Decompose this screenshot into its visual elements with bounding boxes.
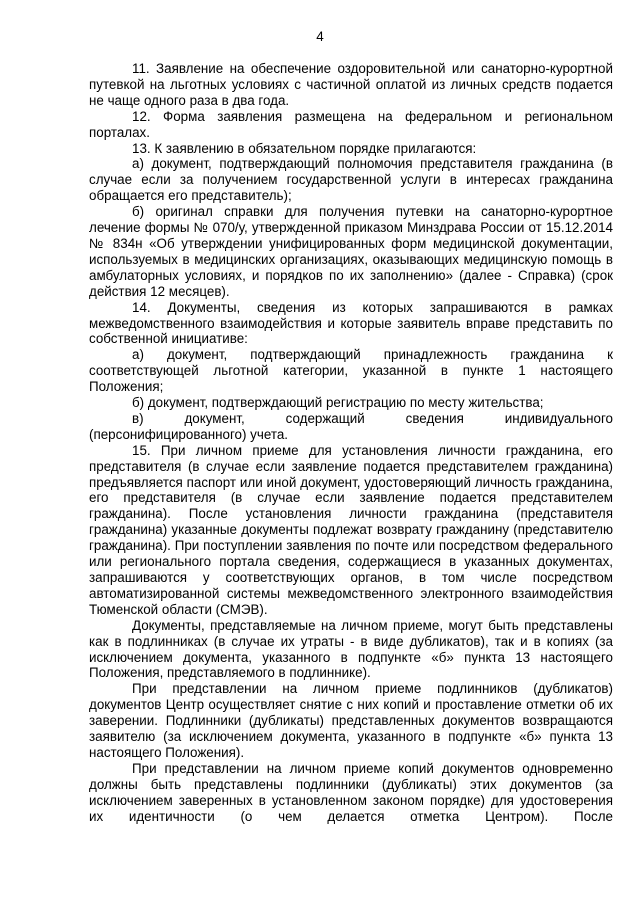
paragraph-15: 15. При личном приеме для установления личности гражданина, его представителя (в случае если заявление подается представителем гражданина) предъявляется паспорт или иной документ, удостоверяющий личность гражданина, его представителя (в случае если заявление подается представителем гражданина). После установления личности гражданина (представителя гражданина) указанные документы подлежат возврату гражданину (представителю гражданина). При поступлении заявления по почте или посредством федерального или регионального портала сведения, содержащиеся в указанных документах, запрашиваются у соответствующих органов, в том числе посредством автоматизированной системы межведомственного электронного взаимодействия Тюменской области (СМЭВ). — [89, 442, 613, 617]
document-body — [89, 61, 613, 825]
paragraph-11: 11. Заявление на обеспечение оздоровительной или санаторно-курортной путевкой на льготных условиях с частичной оплатой из личных средств подается не чаще одного раза в два года. — [89, 61, 613, 108]
paragraph-14-b: б) документ, подтверждающий регистрацию по месту жительства; — [132, 395, 544, 411]
paragraph-13-a: а) документ, подтверждающий полномочия представителя гражданина (в случае если за получением государственной услуги в интересах гражданина обращается его представитель); — [89, 156, 613, 204]
paragraph-14-v: в) документ, содержащий сведения индивидуального (персонифицированного) учета. — [89, 410, 613, 442]
paragraph-15-originals: При представлении на личном приеме подлинников (дубликатов) документов Центр осуществляет снятие с них копий и проставление отметки об их заверении. Подлинники (дубликаты) представленных документов возвращаются заявителю (за исключением документа, указанного в подпункте «б» пункта 13 настоящего Положения). — [89, 681, 613, 760]
paragraph-15-documents: Документы, представляемые на личном приеме, могут быть представлены как в подлинниках (в случае их утраты - в виде дубликатов), так и в копиях (за исключением документа, указанного в подпункте «б» пункта 13 настоящего Положения, представляемого в подлиннике). — [89, 617, 613, 681]
paragraph-13-b: б) оригинал справки для получения путевки на санаторно-курортное лечение формы № 070/у, утвержденной приказом Минздрава России от 15.12.2014 № 834н «Об утверждении унифицированных форм медицинской документации, используемых в медицинских организациях, оказывающих медицинскую помощь в амбулаторных условиях, и порядков по их заполнению» (далее - Справка) (срок действия 12 месяцев). — [89, 204, 613, 299]
paragraph-15-copies: При представлении на личном приеме копий документов одновременно должны быть представлены подлинники (дубликаты) этих документов (за исключением заверенных в установленном законом порядке) для удостоверения их идентичности (о чем делается отметка Центром). После — [89, 760, 613, 824]
paragraph-14: 14. Документы, сведения из которых запрашиваются в рамках межведомственного взаимодействия и которые заявитель вправе представить по собственной инициативе: — [89, 299, 613, 347]
page-number: 4 — [316, 29, 324, 44]
paragraph-12: 12. Форма заявления размещена на федеральном и региональном порталах. — [89, 108, 613, 140]
paragraph-13: 13. К заявлению в обязательном порядке прилагаются: — [132, 140, 477, 156]
paragraph-14-a: а) документ, подтверждающий принадлежность гражданина к соответствующей льготной категории, указанной в пункте 1 настоящего Положения; — [89, 347, 613, 395]
